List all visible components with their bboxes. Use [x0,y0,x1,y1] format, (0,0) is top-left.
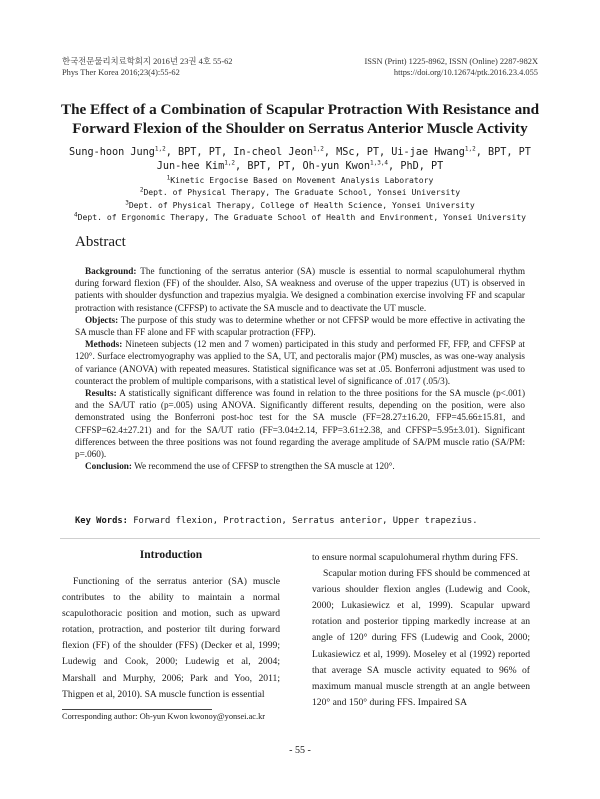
header-left [62,56,233,78]
affiliation-sup: 3 [125,198,129,206]
author-name: Oh-yun Kwon [302,161,370,172]
author-degree: , PhD, PT [388,161,444,172]
author-affil-sup: 1,2 [312,145,324,153]
objects-text: The purpose of this study was to determine whether or not CFFSP would be more effective in activating the SA muscle than FF alone and FF with scapular protraction (FFP). [75,314,525,338]
abstract-conclusion [75,460,525,472]
affiliation-text: Dept. of Ergonomic Therapy, The Graduate School of Health and Environment, Yonsei University [77,211,526,222]
author-affil-sup: 1,2 [154,145,166,153]
affiliation-item [40,186,560,198]
intro-paragraph-1: Functioning of the serratus anterior (SA) muscle contributes to the ability to maintain a normal scapulothoracic position and motion, such as upward rotation, protraction, and posterior tilt during forward flexion (FF) of the shoulder (FFS) (Decker et al, 1999; Ludewig and Cook, 2000; Ludewig et al, 2004; Marshall and Murphy, 2006; Park and Yoo, 2011; Thigpen et al, 2010). SA muscle function is essential [62,576,280,700]
left-column [62,574,280,703]
journal-english-citation: Phys Ther Korea 2016;23(4):55-62 [62,68,180,77]
author-name: In-cheol Jeon [233,147,313,158]
author-affil-sup: 1,2 [464,145,476,153]
footnote-rule [62,709,212,710]
abstract-body [75,265,525,472]
affiliation-sup: 4 [74,211,78,219]
authors-line-1 [40,146,560,160]
abstract-objects [75,314,525,338]
author-degree: , BPT, PT [475,147,531,158]
affiliation-item [40,174,560,186]
keywords-text: Forward flexion, Protraction, Serratus anterior, Upper trapezius. [127,516,478,526]
intro-paragraph-1-cont: to ensure normal scapulohumeral rhythm during FFS. [312,552,518,563]
affiliation-item [40,199,560,211]
results-text: A statistically significant difference was found in relation to the three positions for the SA muscle (p<.001) and the SA/UT ratio (p=.005) using ANOVA. Significantly different results, depending on the position, were also demonstrated using the Bonferroni post-hoc test for the SA muscle (FF=28.27±16.20, FFP=45.66±15.81, and CFFSP=62.4±27.21) and for the SA/UT ratio (FF=3.04±2.14, FFP=3.61±2.38, and CFFSP=5.95±3.01). Significant differences between the three positions was not found regarding the average amplitude of SA/PM muscle ratio (SA/PM: p=.060). [75,388,525,460]
doi-link[interactable]: https://doi.org/10.12674/ptk.2016.23.4.055 [393,68,538,77]
abstract-methods [75,338,525,387]
objects-label: Objects: [85,314,119,325]
conclusion-text: We recommend the use of CFFSP to strengthen the SA muscle at 120°. [131,461,395,472]
journal-korean-citation: 한국전문물리치료학회지 2016년 23권 4호 55-62 [62,57,233,66]
author-list [40,146,560,174]
abstract-results [75,387,525,460]
abstract-background [75,265,525,314]
title-line-2: Forward Flexion of the Shoulder on Serratus Anterior Muscle Activity [72,120,528,137]
affiliation-sup: 1 [166,174,171,182]
author-degree: , BPT, PT, [235,161,303,172]
affiliation-list [40,174,560,223]
author-name: Sung-hoon Jung [69,147,155,158]
author-degree: , BPT, PT, [165,147,234,158]
section-divider [60,538,540,539]
keywords [75,516,478,526]
authors-line-2 [40,160,560,174]
issn-line: ISSN (Print) 1225-8962, ISSN (Online) 2287-982X [364,57,538,66]
header-right [364,56,538,78]
methods-label: Methods: [85,339,123,350]
introduction-heading: Introduction [139,549,203,561]
page-number: - 55 - [289,745,311,756]
title-line-1: The Effect of a Combination of Scapular Protraction With Resistance and [60,101,540,118]
methods-text: Nineteen subjects (12 men and 7 women) participated in this study and performed FF, FFP, and CFFSP at 120°. Surface electromyography was applied to the SA, UT, and pectoralis major (PM) muscles, as was one-way analysis of variance (ANOVA) with repeated measures. Statistical significance was set at .05. Bonferroni adjustment was used to counteract the problem of multiple comparisons, with a statistical level of significance of .017 (.05/3). [75,339,525,386]
background-text: The functioning of the serratus anterior (SA) muscle is essential to normal scapulohumeral rhythm during forward flexion (FF) of the shoulder. Also, SA weakness and overuse of the upper trapezius (UT) is observed in patients with shoulder dysfunction and trapezius myalgia. We designed a combination exercise involving FF and scapular protraction with resistance (CFFSP) to activate the SA muscle and to deactivate the UT muscle. [75,266,525,313]
author-affil-sup: 1,3,4 [369,159,389,167]
affiliation-sup: 2 [139,186,144,194]
results-label: Results: [85,388,117,399]
right-column [312,550,530,711]
intro-paragraph-2: Scapular motion during FFS should be commenced at various shoulder flexion angles (Ludewig and Cook, 2000; Lukasiewicz et al, 1999). Scapular upward rotation and posterior tipping markedly increase at an angle of 120° during FFS (Ludewig and Cook, 2000; Lukasiewicz et al, 1999). Moseley et al (1992) reported that average SA muscle activity equated to 96% of maximum manual muscle strength at an angle between 120° and 150° during FFS. Impaired SA [312,568,530,708]
conclusion-label: Conclusion: [85,461,132,472]
abstract-heading: Abstract [75,234,126,250]
affiliation-item [40,211,560,223]
paper-title [40,100,560,138]
affiliation-text: Dept. of Physical Therapy, The Graduate School, Yonsei University [143,187,461,198]
background-label: Background: [85,266,137,276]
affiliation-text: Dept. of Physical Therapy, College of Health Science, Yonsei University [128,199,475,210]
corresponding-author-footnote: Corresponding author: Oh-yun Kwon kwonoy@yonsei.ac.kr [62,712,266,721]
keywords-label: Key Words: [75,516,128,526]
author-affil-sup: 1,2 [224,159,236,167]
affiliation-text: Kinetic Ergocise Based on Movement Analysis Laboratory [170,175,434,185]
author-degree: , MSc, PT, [323,147,392,158]
author-name: Ui-jae Hwang [391,147,465,158]
author-name: Jun-hee Kim [156,161,225,172]
